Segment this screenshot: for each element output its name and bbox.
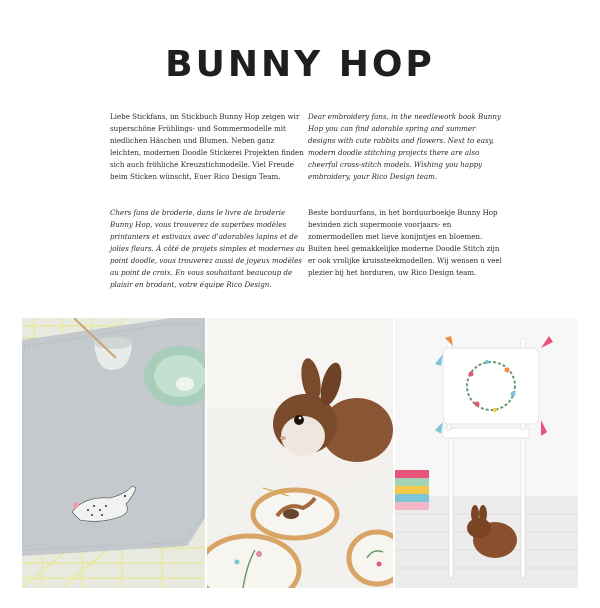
intro-text-french: Chers fans de broderie, dans le livre de broderie Bunny Hop, vous trouverez de superbes modèles printaniers et estivaux avec d'adorables lapins et de jolies fleurs. À côté de projets simples et modernes au point doodle, vous trouverez aussi de joyeux modèles au point de croix. En vous souhaitant beaucoup de plaisir en brodant, votre équipe Rico Design. [110,208,305,289]
tablecloth-illustration [22,318,205,588]
embroidered-cushion [443,348,539,424]
folded-fabrics [395,470,429,510]
page-title: BUNNY HOP [165,44,435,85]
photo-chair-cushion [395,318,578,588]
photo-bunny-hoops [207,318,393,588]
intro-text-german: Liebe Stickfans, im Stickbuch Bunny Hop zeigen wir superschöne Frühlings- und Sommermodelle mit niedlichen Häschen und Blumen. Neben ganz leichten, modernen Doodle Stickerei Projekten finden sich auch fröhliche Kreuzstichmodelle. Viel Freude beim Sticken wünscht, Euer Rico Design Team. [110,112,304,181]
embroidery-hoop [207,536,299,588]
intro-text-english: Dear embroidery fans, in the needlework book Bunny Hop you can find adorable spring and summer designs with cute rabbits and flowers. Next to easy, modern doodle stitching projects there are also cheerful cross-stitch models. Wishing you happy embroidery, your Rico Design team. [308,112,501,181]
intro-text-dutch: Beste borduurfans, in het borduurboekje Bunny Hop bevinden zich supermooie voorjaars- en zomermodellen met lieve konijntjes en bloemen. Buiten heel gemakkelijke moderne Doodle Stitch zijn er ook vrolijke kruissteekmodellen. Wij wensen u veel plezier bij het borduren, uw Rico Design team. [308,208,502,277]
embroidery-hoop [349,532,393,584]
bunny-hoops-illustration [207,318,393,588]
embroidery-hoop [253,490,337,538]
photo-tablecloth-bunny [22,318,205,588]
chair-cushion-illustration [395,318,578,588]
